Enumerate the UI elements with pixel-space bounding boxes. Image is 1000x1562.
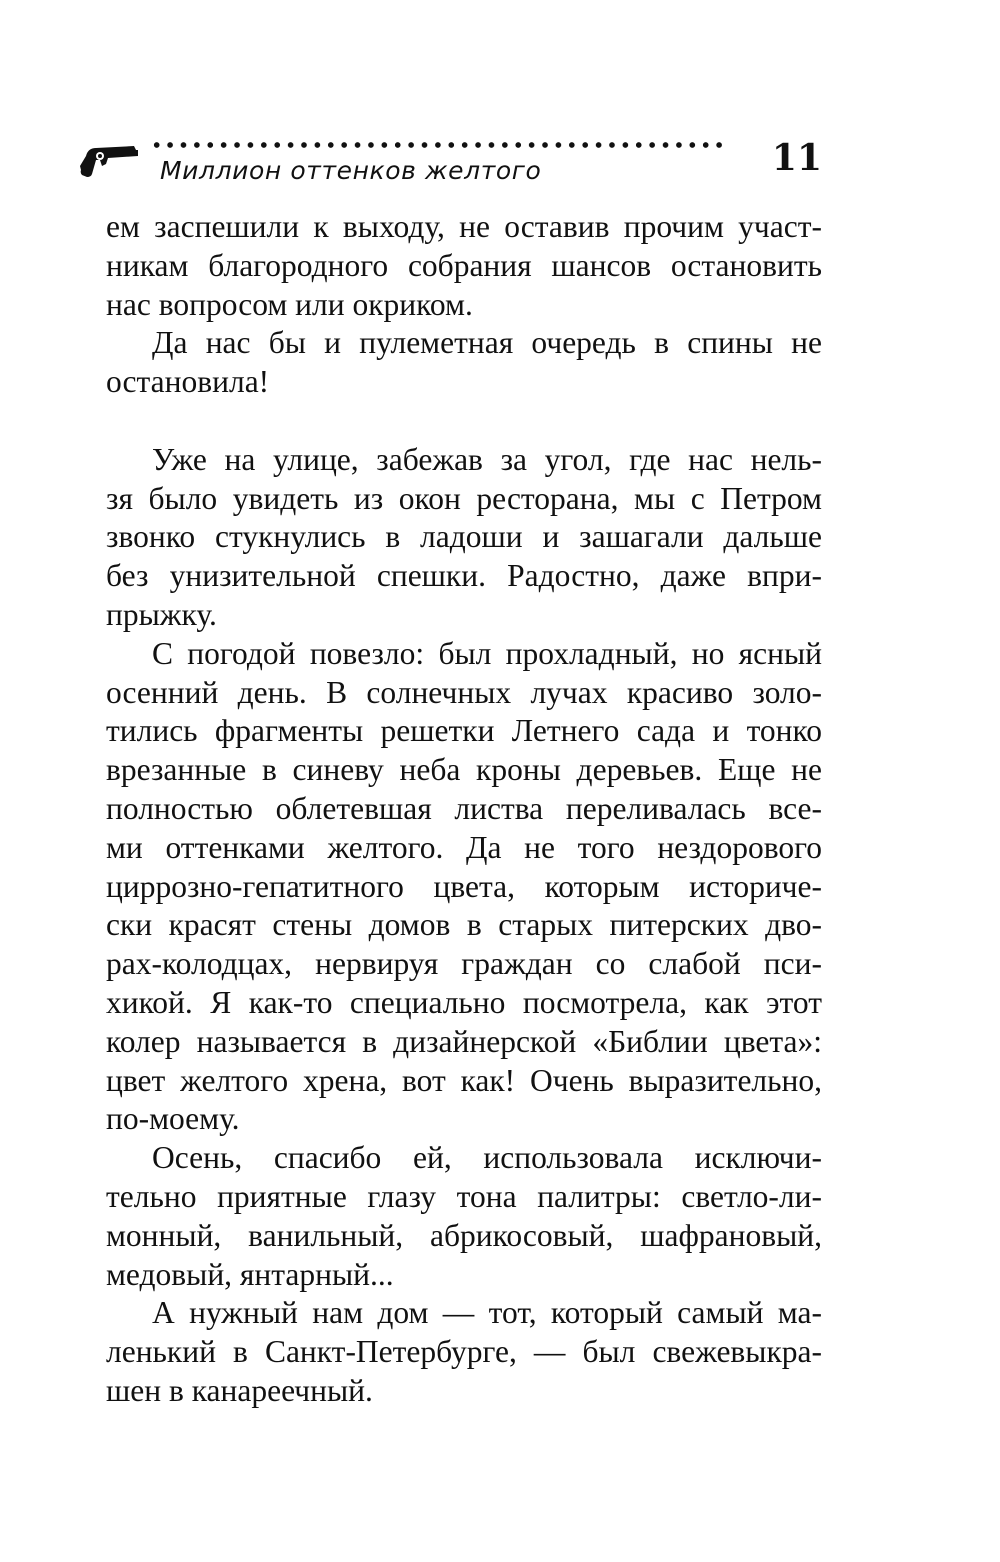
text-line: ленький в Санкт-Петербурге, — был свежевыкра- <box>106 1334 822 1370</box>
paragraph <box>106 324 822 402</box>
text-line: цвет желтого хрена, вот как! Очень выразительно, <box>106 1062 822 1098</box>
text-line: циррозно-гепатитного цвета, которым историче- <box>106 868 822 904</box>
text-line: монный, ванильный, абрикосовый, шафрановый, <box>106 1217 822 1253</box>
text-line: шен в канареечный. <box>106 1372 373 1408</box>
text-line: ми оттенками желтого. Да не того нездорового <box>106 829 822 865</box>
text-line: без унизительной спешки. Радостно, даже впри- <box>106 558 822 594</box>
paragraph <box>106 1139 822 1294</box>
text-line: никам благородного собрания шансов остановить <box>106 247 822 283</box>
paragraph <box>106 635 822 1139</box>
text-line: рах-колодцах, нервируя граждан со слабой пси- <box>106 946 822 982</box>
text-line: А нужный нам дом — тот, который самый ма- <box>152 1295 822 1331</box>
text-line: тились фрагменты решетки Летнего сада и тонко <box>106 713 822 749</box>
text-line: Да нас бы и пулеметная очередь в спины не <box>152 325 822 361</box>
page-number: 11 <box>771 137 822 179</box>
paragraph <box>106 208 822 324</box>
text-line: нас вопросом или окриком. <box>106 286 473 322</box>
text-line: тельно приятные глазу тона палитры: светло-ли- <box>106 1178 822 1214</box>
section-break <box>106 402 822 441</box>
text-line: прыжку. <box>106 596 217 632</box>
dotted-rule <box>150 140 728 150</box>
revolver-icon <box>78 140 140 180</box>
text-line: хикой. Я как-то специально посмотрела, как этот <box>106 984 822 1020</box>
text-line: остановила! <box>106 364 270 400</box>
text-line: по-моему. <box>106 1101 240 1137</box>
text-line: колер называется в дизайнерской «Библии цвета»: <box>106 1023 822 1059</box>
body-text <box>106 208 822 1411</box>
text-line: С погодой повезло: был прохладный, но ясный <box>152 635 822 671</box>
text-line: врезанные в синеву неба кроны деревьев. Еще не <box>106 752 822 788</box>
text-line: ем заспешили к выходу, не оставив прочим участ- <box>106 209 822 244</box>
text-line: зя было увидеть из окон ресторана, мы с Петром <box>106 480 822 516</box>
text-line: звонко стукнулись в ладоши и зашагали дальше <box>106 519 822 555</box>
paragraph <box>106 441 822 635</box>
paragraph <box>106 1294 822 1410</box>
text-line: Уже на улице, забежав за угол, где нас нель- <box>152 441 822 477</box>
text-line: медовый, янтарный... <box>106 1256 394 1292</box>
text-line: полностью облетевшая листва переливалась все- <box>106 790 822 826</box>
running-title: Миллион оттенков желтого <box>160 156 542 185</box>
text-line: ски красят стены домов в старых питерских дво- <box>106 907 822 943</box>
running-header <box>78 128 824 188</box>
text-line: Осень, спасибо ей, использовала исключи- <box>152 1140 822 1176</box>
text-line: осенний день. В солнечных лучах красиво золо- <box>106 674 822 710</box>
